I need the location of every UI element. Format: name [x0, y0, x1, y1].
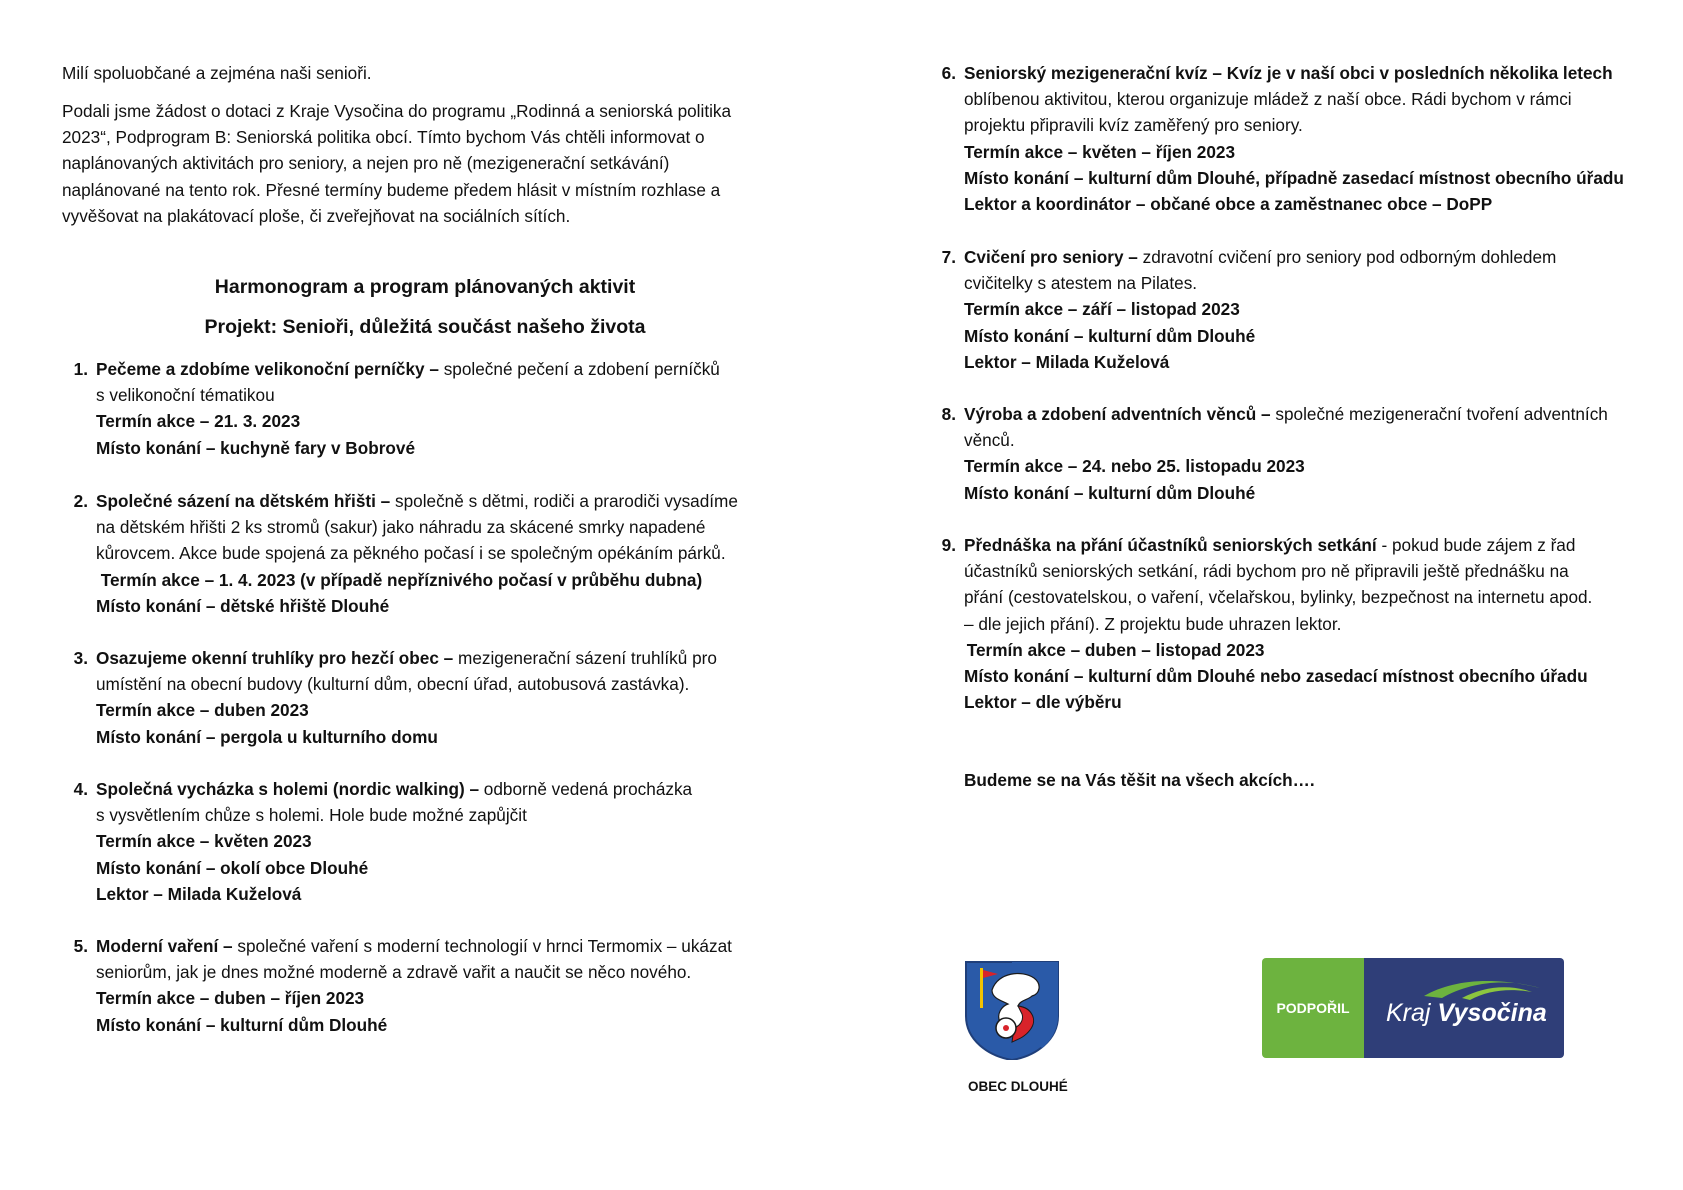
- item-lecturer: Lektor – Milada Kuželová: [96, 883, 302, 904]
- item-description: - pokud bude zájem z řad: [1376, 535, 1576, 555]
- intro-line: 2023“, Podprogram B: Seniorská politika obcí. Tímto bychom Vás chtěli informovat o: [62, 127, 705, 148]
- item-description: umístění na obecní budovy (kulturní dům, obecní úřad, autobusová zastávka).: [96, 674, 690, 695]
- kraj-vysocina-logo: [1364, 958, 1564, 1058]
- coat-of-arms-icon: [962, 960, 1062, 1060]
- item-description: zdravotní cvičení pro seniory pod odborným dohledem: [1137, 247, 1557, 267]
- item-number: 3.: [73, 648, 88, 668]
- item-title: Osazujeme okenní truhlíky pro hezčí obec –: [96, 648, 454, 668]
- sponsor-name-part: Vysočina: [1437, 999, 1547, 1027]
- item-date: Termín akce – 21. 3. 2023: [96, 411, 301, 432]
- item-number: 1.: [73, 359, 88, 379]
- schedule-heading: Harmonogram a program plánovaných aktivit: [214, 276, 636, 298]
- project-heading: Projekt: Senioři, důležitá součást našeho života: [204, 316, 646, 338]
- item-place: Místo konání – pergola u kulturního domu: [96, 726, 438, 747]
- item-place: Místo konání – dětské hřiště Dlouhé: [96, 595, 390, 616]
- activity-item-3: [62, 645, 782, 750]
- item-date: Termín akce – duben 2023: [96, 700, 309, 721]
- item-description: účastníků seniorských setkání, rádi bychom pro ně připravili ještě přednášku na: [964, 561, 1569, 582]
- item-description: mezigenerační sázení truhlíků pro: [453, 648, 717, 668]
- item-number: 8.: [941, 404, 956, 424]
- activity-item-9: [930, 532, 1650, 715]
- item-place: Místo konání – kulturní dům Dlouhé: [96, 1014, 388, 1035]
- item-description: seniorům, jak je dnes možné moderně a zdravě vařit a naučit se něco nového.: [96, 962, 692, 983]
- activity-item-4: [62, 776, 782, 907]
- intro-line: naplánovaných aktivitách pro seniory, a nejen pro ně (mezigenerační setkávání): [62, 153, 670, 174]
- item-date: Termín akce – 1. 4. 2023 (v případě nepříznivého počasí v průběhu dubna): [96, 569, 703, 590]
- item-date: Termín akce – 24. nebo 25. listopadu 2023: [964, 456, 1305, 477]
- item-date: Termín akce – duben – listopad 2023: [962, 639, 1265, 660]
- item-description: cvičitelky s atestem na Pilates.: [964, 273, 1198, 294]
- item-title: Přednáška na přání účastníků seniorských setkání: [964, 535, 1377, 555]
- activity-item-1: [62, 356, 782, 461]
- item-number: 9.: [941, 535, 956, 555]
- item-number: 5.: [73, 936, 88, 956]
- item-title: Moderní vaření –: [96, 936, 233, 956]
- item-number: 4.: [73, 779, 88, 799]
- item-title: Společné sázení na dětském hřišti –: [96, 491, 391, 511]
- activity-item-8: [930, 401, 1650, 506]
- item-description: s velikonoční tématikou: [96, 385, 275, 406]
- item-place: Místo konání – kulturní dům Dlouhé: [964, 325, 1256, 346]
- item-title: Seniorský mezigenerační kvíz – Kvíz je v naší obci v posledních několika letech: [964, 63, 1613, 83]
- crest-label: OBEC DLOUHÉ: [968, 1079, 1068, 1094]
- item-number: 6.: [941, 63, 956, 83]
- item-description: – dle jejich přání). Z projektu bude uhrazen lektor.: [964, 613, 1342, 634]
- activity-item-5: [62, 933, 782, 1038]
- item-number: 2.: [73, 491, 88, 511]
- intro-line: naplánované na tento rok. Přesné termíny budeme předem hlásit v místním rozhlase a: [62, 179, 721, 200]
- item-title: Výroba a zdobení adventních věnců –: [964, 404, 1271, 424]
- activity-item-7: [930, 244, 1650, 375]
- item-place: Místo konání – kulturní dům Dlouhé: [964, 482, 1256, 503]
- sponsor-label: PODPOŘIL: [1262, 958, 1364, 1058]
- swoosh-icon: [1422, 974, 1542, 1000]
- activity-item-6: [930, 60, 1650, 217]
- item-date: Termín akce – květen – říjen 2023: [964, 141, 1236, 162]
- item-description: kůrovcem. Akce bude spojená za pěkného počasí i se společným opékáním párků.: [96, 543, 726, 564]
- item-description: společné pečení a zdobení perníčků: [438, 359, 720, 379]
- intro-line: vyvěšovat na plakátovací ploše, či zveřejňovat na sociálních sítích.: [62, 205, 571, 226]
- item-description: odborně vedená procházka: [479, 779, 693, 799]
- item-place: Místo konání – kulturní dům Dlouhé, případně zasedací místnost obecního úřadu: [964, 167, 1624, 188]
- item-title: Společná vycházka s holemi (nordic walking) –: [96, 779, 480, 799]
- item-title: Pečeme a zdobíme velikonoční perníčky –: [96, 359, 439, 379]
- sponsor-logo: [1262, 958, 1564, 1058]
- item-description: společné vaření s moderní technologií v hrnci Termomix – ukázat: [232, 936, 732, 956]
- item-description: společně s dětmi, rodiči a prarodiči vysadíme: [390, 491, 738, 511]
- item-description: projektu připravili kvíz zaměřený pro seniory.: [964, 115, 1303, 136]
- closing-text: Budeme se na Vás těšit na všech akcích….: [964, 770, 1315, 790]
- item-description: oblíbenou aktivitou, kterou organizuje mládež z naší obce. Rádi bychom v rámci: [964, 89, 1572, 110]
- item-lecturer: Lektor – Milada Kuželová: [964, 351, 1170, 372]
- item-description: společné mezigenerační tvoření adventních: [1270, 404, 1608, 424]
- sponsor-name-part: Kraj: [1386, 999, 1431, 1027]
- item-place: Místo konání – okolí obce Dlouhé: [96, 857, 369, 878]
- item-description: na dětském hřišti 2 ks stromů (sakur) jako náhradu za skácené smrky napadené: [96, 517, 706, 538]
- item-number: 7.: [941, 247, 956, 267]
- item-date: Termín akce – duben – říjen 2023: [96, 988, 365, 1009]
- item-description: přání (cestovatelskou, o vaření, včelařskou, bylinky, bezpečnost na internetu apod.: [964, 587, 1593, 608]
- item-lecturer: Lektor – dle výběru: [964, 692, 1122, 713]
- intro-line: Podali jsme žádost o dotaci z Kraje Vysočina do programu „Rodinná a seniorská politika: [62, 101, 732, 121]
- item-title: Cvičení pro seniory –: [964, 247, 1138, 267]
- item-description: věnců.: [964, 430, 1015, 451]
- item-lecturer: Lektor a koordinátor – občané obce a zaměstnanec obce – DoPP: [964, 194, 1493, 215]
- item-description: s vysvětlením chůze s holemi. Hole bude možné zapůjčit: [96, 805, 527, 826]
- item-place: Místo konání – kuchyně fary v Bobrové: [96, 437, 416, 458]
- greeting: Milí spoluobčané a zejména naši senioři.: [62, 63, 372, 83]
- item-date: Termín akce – květen 2023: [96, 831, 312, 852]
- item-place: Místo konání – kulturní dům Dlouhé nebo zasedací místnost obecního úřadu: [964, 666, 1588, 687]
- item-date: Termín akce – září – listopad 2023: [964, 299, 1240, 320]
- intro-paragraph: [62, 98, 788, 229]
- activity-item-2: [62, 488, 782, 619]
